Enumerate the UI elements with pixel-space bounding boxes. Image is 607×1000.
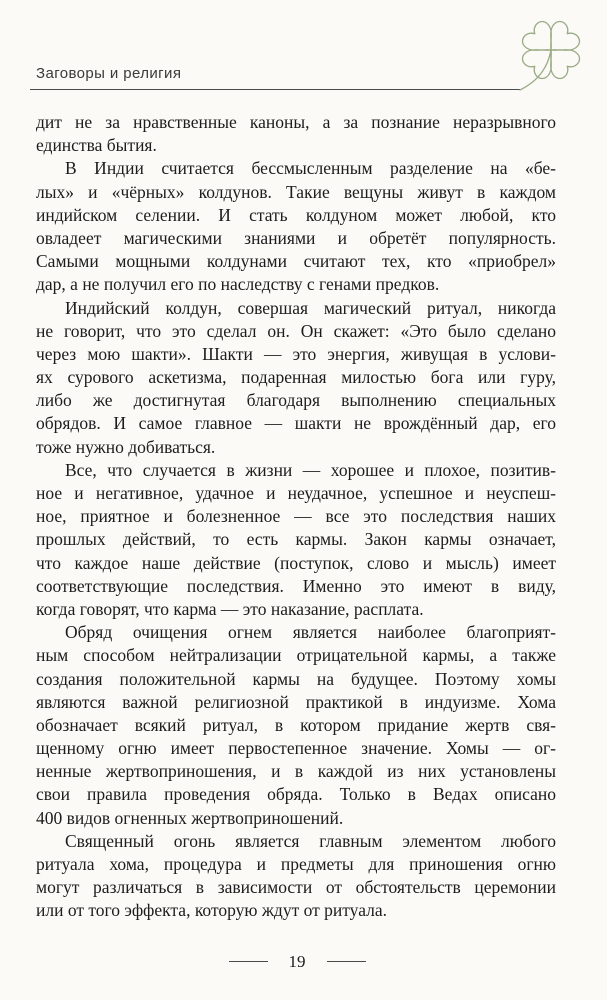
clover-leaf	[519, 39, 562, 82]
text-line: ным способом нейтрализации отрицательной кармы, а также	[36, 645, 556, 666]
text-line: соответствующие последствия. Именно это имеют в виду,	[36, 575, 556, 596]
text-line: не говорит, что это сделал он. Он скажет: «Это было сделано	[36, 320, 556, 341]
text-line: либо же достигнутая благодаря выполнению специальных	[36, 390, 556, 411]
page-number: 19	[288, 952, 306, 971]
text-line: являются важной религиозной практикой в индуизме. Хома	[36, 691, 556, 712]
paragraph	[36, 297, 556, 459]
text-line: овладеет магическими знаниями и обретёт популярность.	[36, 227, 556, 248]
clover-leaf	[519, 18, 562, 61]
text-line: 400 видов огненных жертвоприношений.	[36, 807, 344, 828]
text-line: что каждое наше действие (поступок, слово и мысль) имеет	[36, 552, 556, 573]
text-line: дар, а не получил его по наследству с генами предков.	[36, 274, 440, 295]
body-text	[36, 111, 556, 923]
text-line: единства бытия.	[36, 135, 157, 156]
text-line: Самыми мощными колдунами считают тех, кто «приобрел»	[36, 251, 556, 272]
text-line: через мою шакти». Шакти — это энергия, живущая в услови-	[36, 343, 556, 364]
text-line: создания положительной кармы на будущее. Поэтому хомы	[36, 668, 556, 689]
text-line: или от того эффекта, которую ждут от ритуала.	[36, 900, 387, 921]
four-leaf-clover-icon	[506, 14, 598, 100]
paragraph	[36, 459, 556, 621]
text-line: Священный огонь является главным элементом любого	[65, 830, 556, 851]
paragraph	[36, 157, 556, 296]
page-footer	[0, 950, 607, 974]
paragraph	[36, 830, 556, 923]
text-line: обозначает всякий ритуал, в котором придание жертв свя-	[36, 714, 556, 735]
text-line: щенному огню имеет первостепенное значение. Хомы — ог-	[36, 738, 556, 759]
text-line: лых» и «чёрных» колдунов. Такие вещуны живут в каждом	[36, 181, 556, 202]
text-line: могут различаться в зависимости от обстоятельств церемонии	[36, 877, 556, 898]
running-header-title: Заговоры и религия	[36, 65, 182, 82]
text-line: ях сурового аскетизма, подаренная милостью бога или гуру,	[36, 367, 556, 388]
text-line: свои правила проведения обряда. Только в Ведах описано	[36, 784, 556, 805]
text-line: Обряд очищения огнем является наиболее благоприят-	[65, 622, 556, 643]
text-line: ритуала хома, процедура и предметы для приношения огню	[36, 854, 556, 874]
clover-leaf	[540, 18, 583, 61]
text-line: прошлых действий, то есть кармы. Закон кармы означает,	[36, 529, 556, 550]
text-line: Все, что случается в жизни — хорошее и плохое, позитив-	[65, 459, 556, 480]
paragraph	[36, 111, 556, 157]
text-line: дит не за нравственные каноны, а за познание неразрывного	[36, 112, 556, 132]
text-line: индийском селении. И стать колдуном может любой, кто	[36, 204, 556, 225]
header-rule	[30, 89, 520, 90]
text-line: тоже нужно добиваться.	[36, 436, 216, 457]
text-line: В Индии считается бессмысленным разделение на «бе-	[65, 158, 556, 179]
text-line: ненные жертвоприношения, и в каждой из них установлены	[36, 761, 556, 782]
footer-dash-right	[327, 961, 366, 962]
text-line: обрядов. И самое главное — шакти не врождённый дар, его	[36, 413, 556, 434]
paragraph	[36, 621, 556, 830]
text-line: когда говорят, что карма — это наказание, расплата.	[36, 598, 424, 619]
text-line: ное, приятное и болезненное — все это последствия наших	[36, 506, 556, 527]
footer-dash-left	[229, 961, 268, 962]
clover-stem	[520, 50, 551, 90]
text-line: ное и негативное, удачное и неудачное, успешное и неуспеш-	[36, 483, 556, 503]
clover-leaf	[540, 39, 583, 82]
text-line: Индийский колдун, совершая магический ритуал, никогда	[65, 297, 556, 318]
